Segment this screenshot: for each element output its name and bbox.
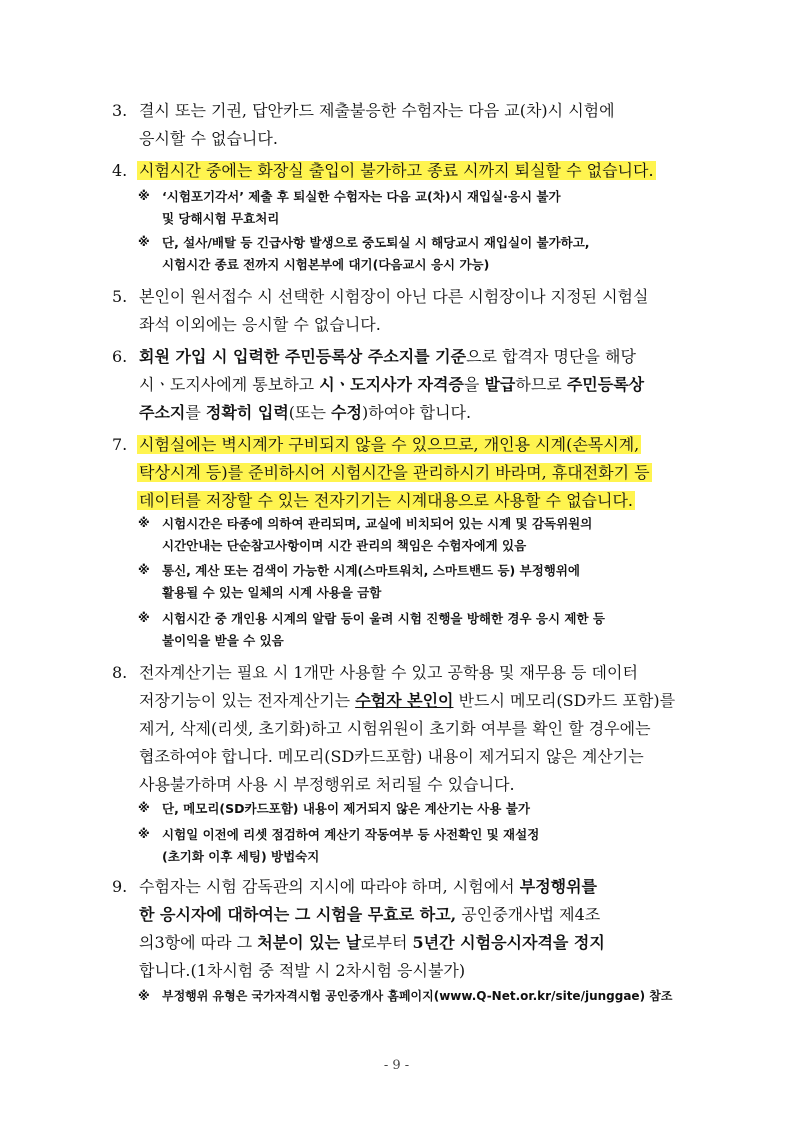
note-line: (초기화 이후 세팅) 방법숙지 xyxy=(162,849,320,864)
bold-text: 처분이 있는 날 xyxy=(257,933,362,952)
item-text-line: 결시 또는 기권, 답안카드 제출불응한 수험자는 다음 교(차)시 시험에 xyxy=(139,101,615,120)
note-line: 및 당해시험 무효처리 xyxy=(162,211,280,226)
text-span: 을 xyxy=(463,375,485,394)
note-line: 활용될 수 있는 일체의 시계 사용을 금함 xyxy=(162,585,382,600)
text-span: 공인중개사법 제4조 xyxy=(456,905,601,924)
text-span: 반드시 메모리(SD카드 포함)를 xyxy=(453,691,676,710)
note-mark: ※ xyxy=(138,989,150,1003)
highlighted-text: 시험실에는 벽시계가 구비되지 않을 수 있으므로, 개인용 시계(손목시계, xyxy=(139,435,640,454)
note-line: 불이익을 받을 수 있음 xyxy=(162,633,284,648)
highlighted-text: 데이터를 저장할 수 있는 전자기기는 시계대용으로 사용할 수 없습니다. xyxy=(139,491,633,510)
item-text-line xyxy=(139,435,641,455)
bold-text: 시ㆍ도지사가 자격증 xyxy=(319,375,464,394)
text-span: 로부터 xyxy=(361,933,413,952)
note-mark: ※ xyxy=(138,189,150,203)
item-number: 7. xyxy=(112,435,128,454)
note-mark: ※ xyxy=(138,235,150,249)
text-span: 으로 합격자 명단을 해당 xyxy=(466,347,636,366)
note-line: 단, 설사/배탈 등 긴급사항 발생으로 중도퇴실 시 해당교시 재입실이 불가하고, xyxy=(162,235,590,250)
item-number: 6. xyxy=(112,347,128,366)
note-line: ‘시험포기각서’ 제출 후 퇴실한 수험자는 다음 교(차)시 재입실·응시 불가 xyxy=(162,189,561,204)
item-text-line: 합니다.(1차시험 중 적발 시 2차시험 응시불가) xyxy=(139,961,466,980)
text-span: 하므로 xyxy=(515,375,567,394)
bold-text: 5년간 시험응시자격을 정지 xyxy=(412,933,605,952)
text-span: 저장기능이 있는 전자계산기는 xyxy=(139,691,356,710)
item-text-line xyxy=(139,905,600,925)
bold-text: 주민등록상 xyxy=(566,375,645,394)
note-line: 시험일 이전에 리셋 점검하여 계산기 작동여부 등 사전확인 및 재설정 xyxy=(162,827,540,842)
page-number: - 9 - xyxy=(383,1058,410,1073)
highlighted-text: 시험시간 중에는 화장실 출입이 불가하고 종료 시까지 퇴실할 수 없습니다. xyxy=(139,161,654,180)
highlighted-text: 탁상시계 등)를 준비하시어 시험시간을 관리하시기 바라며, 휴대전화기 등 xyxy=(139,463,650,482)
item-text-line: 응시할 수 없습니다. xyxy=(139,129,278,148)
item-text-line: 사용불가하며 사용 시 부정행위로 처리될 수 있습니다. xyxy=(139,775,515,794)
note-mark: ※ xyxy=(138,611,150,625)
note-mark: ※ xyxy=(138,563,150,577)
bold-text: 부정행위를 xyxy=(519,877,598,896)
note-line: 시간안내는 단순참고사항이며 시간 관리의 책임은 수험자에게 있음 xyxy=(162,538,527,553)
item-number: 5. xyxy=(112,287,128,306)
text-span: 수험자는 시험 감독관의 지시에 따라야 하며, 시험에서 xyxy=(139,877,520,896)
item-number: 3. xyxy=(112,101,128,120)
note-line: 부정행위 유형은 국가자격시험 공인중개사 홈페이지(www.Q-Net.or.kr/site/junggae) 참조 xyxy=(162,989,673,1003)
item-number: 8. xyxy=(112,663,128,682)
item-number: 9. xyxy=(112,877,128,896)
item-text-line xyxy=(139,161,656,181)
bold-text: 회원 가입 시 입력한 주민등록상 주소지를 기준 xyxy=(139,347,467,366)
note-mark: ※ xyxy=(138,801,150,815)
note-line: 통신, 계산 또는 검색이 가능한 시계(스마트워치, 스마트밴드 등) 부정행위에 xyxy=(162,563,580,578)
item-text-line: 본인이 원서접수 시 선택한 시험장이 아닌 다른 시험장이나 지정된 시험실 xyxy=(139,287,649,306)
text-span: (또는 xyxy=(288,403,332,422)
text-span: 의3항에 따라 그 xyxy=(139,933,258,952)
item-text-line xyxy=(139,933,605,953)
underlined-text: 수험자 본인이 xyxy=(355,691,454,710)
item-text-line xyxy=(139,691,675,711)
item-text-line xyxy=(139,463,652,483)
bold-text: 정확히 입력 xyxy=(205,403,289,422)
item-text-line: 제거, 삭제(리셋, 초기화)하고 시험위원이 초기화 여부를 확인 할 경우에는 xyxy=(139,719,651,738)
bold-text: 한 응시자에 대하여는 그 시험을 무효로 하고, xyxy=(139,905,457,924)
item-text-line xyxy=(139,347,636,367)
item-text-line xyxy=(139,491,635,511)
note-line: 단, 메모리(SD카드포함) 내용이 제거되지 않은 계산기는 사용 불가 xyxy=(162,801,530,816)
item-number: 4. xyxy=(112,161,128,180)
item-text-line xyxy=(139,877,597,897)
item-text-line: 전자계산기는 필요 시 1개만 사용할 수 있고 공학용 및 재무용 등 데이터 xyxy=(139,663,638,682)
text-span: )하여야 합니다. xyxy=(361,403,472,422)
bold-text: 수정 xyxy=(331,403,362,422)
note-line: 시험시간 종료 전까지 시험본부에 대기(다음교시 응시 가능) xyxy=(162,257,490,272)
note-mark: ※ xyxy=(138,516,150,530)
note-line: 시험시간은 타종에 의하여 관리되며, 교실에 비치되어 있는 시계 및 감독위원의 xyxy=(162,516,593,531)
item-text-line xyxy=(139,403,471,423)
text-span: 를 xyxy=(185,403,206,422)
item-text-line xyxy=(139,375,644,395)
bold-text: 주소지 xyxy=(139,403,186,422)
text-span: 시ㆍ도지사에게 통보하고 xyxy=(139,375,320,394)
item-text-line: 협조하여야 합니다. 메모리(SD카드포함) 내용이 제거되지 않은 계산기는 xyxy=(139,747,644,766)
note-mark: ※ xyxy=(138,827,150,841)
note-line: 시험시간 중 개인용 시계의 알람 등이 울려 시험 진행을 방해한 경우 응시 제한 등 xyxy=(162,611,605,626)
bold-text: 발급 xyxy=(484,375,516,394)
item-text-line: 좌석 이외에는 응시할 수 없습니다. xyxy=(139,315,381,334)
